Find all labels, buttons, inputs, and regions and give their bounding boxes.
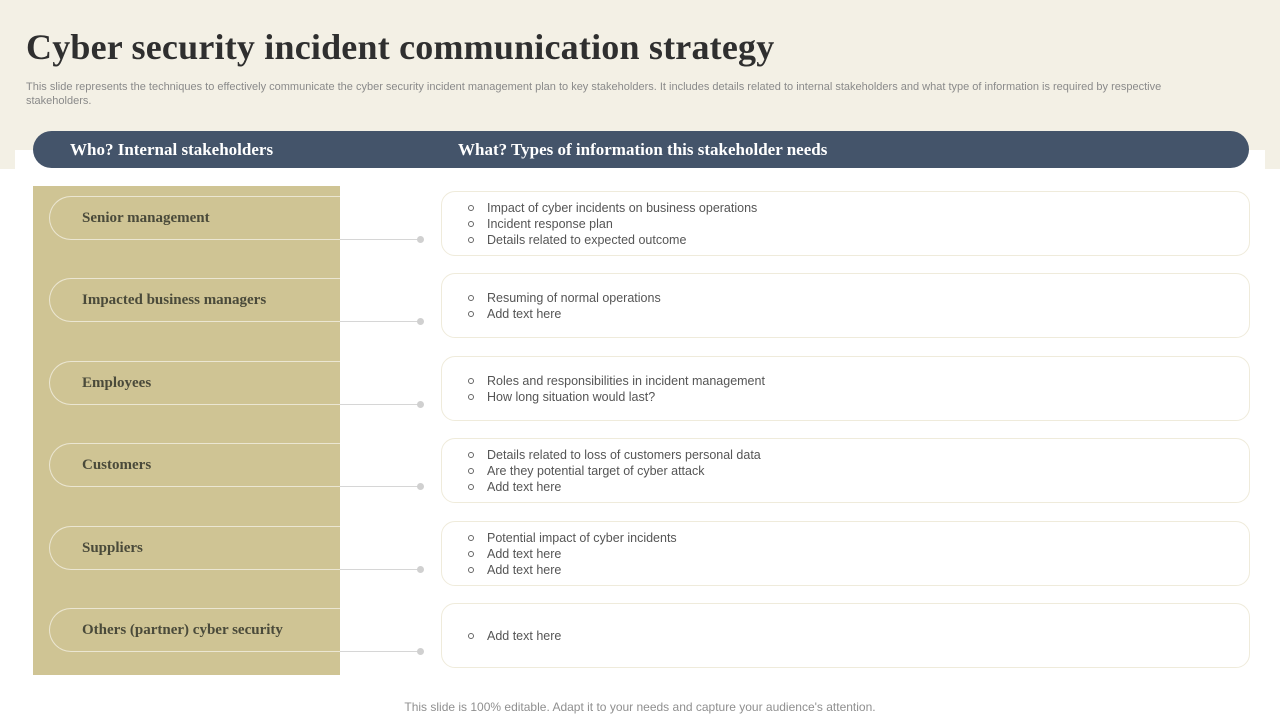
info-item-text: Incident response plan [487, 216, 613, 231]
info-item-text: Add text here [487, 628, 562, 643]
circle-bullet-icon [468, 378, 474, 384]
info-item [467, 216, 757, 232]
connector-dot [417, 401, 424, 408]
stakeholder-row [0, 598, 1280, 664]
info-list [442, 447, 761, 495]
info-item [467, 232, 757, 248]
stakeholder-row [0, 516, 1280, 582]
info-card [441, 356, 1250, 421]
info-item [467, 546, 677, 562]
info-item-text: Details related to loss of customers personal data [487, 447, 761, 462]
info-item-text: Resuming of normal operations [487, 290, 661, 305]
info-item [467, 628, 561, 644]
info-item-text: Add text here [487, 306, 562, 321]
info-item-text: Add text here [487, 479, 562, 494]
info-item [467, 447, 761, 463]
circle-bullet-icon [468, 394, 474, 400]
stakeholder-pill [49, 196, 340, 240]
circle-bullet-icon [468, 295, 474, 301]
circle-bullet-icon [468, 633, 474, 639]
info-list [442, 530, 677, 578]
info-item [467, 562, 677, 578]
connector-line [340, 651, 420, 652]
info-item-text: Add text here [487, 546, 562, 561]
info-card [441, 273, 1250, 338]
connector-line [340, 404, 420, 405]
connector-dot [417, 318, 424, 325]
circle-bullet-icon [468, 484, 474, 490]
circle-bullet-icon [468, 311, 474, 317]
info-list [442, 628, 561, 644]
info-item [467, 373, 765, 389]
connector-line [340, 569, 420, 570]
stakeholder-row [0, 433, 1280, 499]
stakeholder-pill [49, 526, 340, 570]
connector-line [340, 321, 420, 322]
stakeholder-pill [49, 443, 340, 487]
info-item-text: Impact of cyber incidents on business operations [487, 200, 758, 215]
stakeholder-pill [49, 361, 340, 405]
info-item-text: Roles and responsibilities in incident management [487, 373, 765, 388]
info-item [467, 306, 661, 322]
info-item [467, 200, 757, 216]
stakeholder-name: Employees [82, 375, 152, 391]
info-item [467, 389, 765, 405]
connector-dot [417, 236, 424, 243]
stakeholder-row [0, 351, 1280, 417]
circle-bullet-icon [468, 205, 474, 211]
stakeholder-name: Senior management [82, 210, 210, 226]
page-title: Cyber security incident communication strategy [26, 27, 775, 67]
circle-bullet-icon [468, 452, 474, 458]
stakeholder-pill [49, 278, 340, 322]
info-item-text: How long situation would last? [487, 389, 656, 404]
stakeholder-name: Customers [82, 457, 152, 473]
connector-dot [417, 648, 424, 655]
header-who: Who? Internal stakeholders [70, 140, 274, 159]
info-card [441, 603, 1250, 668]
info-card [441, 521, 1250, 586]
connector-dot [417, 483, 424, 490]
info-item [467, 530, 677, 546]
info-item-text: Potential impact of cyber incidents [487, 530, 677, 545]
stakeholder-row [0, 186, 1280, 252]
connector-line [340, 486, 420, 487]
circle-bullet-icon [468, 237, 474, 243]
footer-note: This slide is 100% editable. Adapt it to your needs and capture your audience's attention. [404, 700, 876, 714]
info-list [442, 290, 661, 322]
circle-bullet-icon [468, 468, 474, 474]
info-item-text: Add text here [487, 562, 562, 577]
connector-line [340, 239, 420, 240]
info-item [467, 479, 761, 495]
stakeholder-row [0, 268, 1280, 334]
header-what: What? Types of information this stakeholder needs [458, 140, 828, 159]
info-item-text: Are they potential target of cyber attack [487, 463, 705, 478]
stakeholder-name: Suppliers [82, 540, 143, 556]
circle-bullet-icon [468, 221, 474, 227]
stakeholder-name: Impacted business managers [82, 292, 267, 308]
info-list [442, 373, 765, 405]
page-subtitle: This slide represents the techniques to effectively communicate the cyber security incident management plan to key stakeholders. It includes details related to internal stakeholders and what type of information is required by respective stakeholders. [26, 81, 1162, 107]
info-item-text: Details related to expected outcome [487, 232, 687, 247]
info-item [467, 463, 761, 479]
info-card [441, 438, 1250, 503]
circle-bullet-icon [468, 551, 474, 557]
stakeholder-name: Others (partner) cyber security [82, 622, 283, 638]
stakeholder-pill [49, 608, 340, 652]
circle-bullet-icon [468, 567, 474, 573]
connector-dot [417, 566, 424, 573]
info-list [442, 200, 757, 248]
info-item [467, 290, 661, 306]
circle-bullet-icon [468, 535, 474, 541]
info-card [441, 191, 1250, 256]
table-header-bar [33, 131, 1249, 168]
